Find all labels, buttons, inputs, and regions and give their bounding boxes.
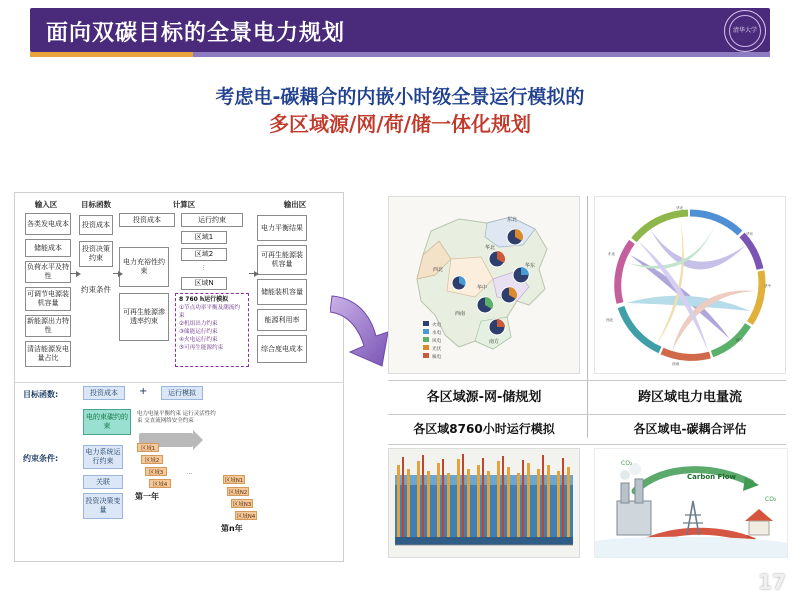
simulation-title: 8 760 h运行模拟 xyxy=(179,296,229,303)
simulation-item-3: ④火电运行约束 xyxy=(179,337,218,343)
page-number: 17 xyxy=(758,570,786,594)
svg-text:华北: 华北 xyxy=(485,245,496,251)
objective-term-investment: 投资成本 xyxy=(83,386,125,400)
compute-region-2: 区域2 xyxy=(181,248,227,261)
framework-upper-block xyxy=(15,193,343,383)
connector-arrow-2 xyxy=(113,273,119,274)
constraint-box-system: 电力系统运行约束 xyxy=(83,445,123,469)
page-title: 面向双碳目标的全景电力规划 xyxy=(46,21,346,46)
svg-text:核电: 核电 xyxy=(432,355,442,360)
connector-arrow-3 xyxy=(249,273,255,274)
subtitle-line-1: 考虑电-碳耦合的内嵌小时级全景运行模拟的 xyxy=(215,86,585,108)
simulation-constraint-box xyxy=(175,293,249,367)
framework-diagram-panel xyxy=(14,192,344,562)
stage-tag-1: 区域2 xyxy=(141,455,163,464)
slide-subtitle xyxy=(0,84,800,138)
output-item-2: 储能装机容量 xyxy=(257,279,307,305)
constraint-annotation: 电力电量平衡约束 运行灵活性约束 交直流网络安全约束 xyxy=(137,411,216,424)
svg-text:西南: 西南 xyxy=(455,311,466,317)
svg-text:CO₂: CO₂ xyxy=(765,496,777,503)
objective-term-operation: 运行模拟 xyxy=(161,386,203,400)
svg-text:华东: 华东 xyxy=(525,263,536,269)
chord-caption-sub: 各区域电-碳耦合评估 xyxy=(633,422,747,436)
constraint-box-link: 关联 xyxy=(83,475,123,489)
carbon-constraint-box: 电的束碳约的束 xyxy=(83,409,131,435)
svg-text:CO₂: CO₂ xyxy=(621,460,633,467)
power-flow-chord-diagram xyxy=(594,196,786,374)
stage-ellipsis: ⋯ xyxy=(187,471,193,477)
input-item-2: 负荷水平及特性 xyxy=(25,261,71,283)
side-label-constraints: 约束条件 xyxy=(81,285,111,294)
stage-tag-3: 区域4 xyxy=(149,479,171,488)
university-logo-text: 清华大学 xyxy=(729,15,761,47)
plus-sign: + xyxy=(139,386,148,397)
compute-item-invest-cost: 投资成本 xyxy=(119,213,175,227)
stage-tag-0: 区域1 xyxy=(137,443,159,452)
stage-tag-5: 区域N2 xyxy=(227,487,249,496)
compute-item-run-sim: 运行约束 xyxy=(181,213,243,227)
compute-region-n: 区域N xyxy=(181,277,227,290)
china-regional-map xyxy=(388,196,580,374)
subtitle-line-2: 多区域源/网/荷/储一体化规划 xyxy=(269,112,531,136)
university-logo xyxy=(724,10,766,52)
svg-text:华东: 华东 xyxy=(746,232,754,236)
panel-divider-top xyxy=(388,380,786,381)
objective-item-invest-constraint: 投资决策约束 xyxy=(79,241,113,267)
year-first-label: 第一年 xyxy=(135,492,159,501)
svg-text:南方: 南方 xyxy=(736,338,744,342)
stage-tag-7: 区域N4 xyxy=(235,511,257,520)
column-header-output: 输出区 xyxy=(283,200,307,209)
column-header-input: 输入区 xyxy=(34,200,58,209)
simulation-item-1: ②机组出力约束 xyxy=(179,321,218,327)
input-item-1: 储能成本 xyxy=(25,239,71,257)
svg-text:火电: 火电 xyxy=(432,323,442,328)
compute-region-ellipsis: ⋮ xyxy=(201,265,207,271)
svg-text:华中: 华中 xyxy=(477,285,488,291)
panel-divider-bottom xyxy=(388,444,786,445)
chord-caption: 跨区域电力电量流 xyxy=(637,390,742,405)
stage-tag-6: 区域N3 xyxy=(231,499,253,508)
svg-text:南方: 南方 xyxy=(489,339,500,345)
carbon-power-flow-illustration xyxy=(594,448,788,558)
framework-lower-block xyxy=(15,383,343,561)
panel-divider-vertical xyxy=(587,196,588,438)
column-header-compute: 计算区 xyxy=(172,200,196,209)
svg-text:西北: 西北 xyxy=(606,318,614,322)
stage-tag-4: 区域N1 xyxy=(223,475,245,484)
compute-item-adequacy: 电力充裕性约束 xyxy=(119,247,169,287)
svg-text:华北: 华北 xyxy=(676,206,684,210)
svg-text:东北: 东北 xyxy=(608,252,616,256)
map-caption-sub: 各区域8760小时运行模拟 xyxy=(413,422,555,436)
map-caption: 各区域源-网-储规划 xyxy=(426,390,542,405)
column-header-objective: 目标函数 xyxy=(81,200,111,209)
svg-text:光伏: 光伏 xyxy=(432,347,442,352)
svg-text:东北: 东北 xyxy=(507,217,518,223)
svg-text:西北: 西北 xyxy=(433,267,444,273)
simulation-item-4: ⑤可再生能源约束 xyxy=(179,345,224,351)
objective-function-label: 目标函数: xyxy=(23,390,59,399)
output-item-4: 综合度电成本 xyxy=(257,335,307,363)
panel-divider-middle xyxy=(388,414,786,415)
svg-text:水电: 水电 xyxy=(432,331,442,336)
year-last-label: 第n年 xyxy=(221,524,243,533)
input-item-0: 各类发电成本 xyxy=(25,213,71,235)
compute-item-renewable-share: 可再生能源渗透率约束 xyxy=(119,293,169,341)
svg-text:风电: 风电 xyxy=(432,339,442,344)
compute-region-1: 区域1 xyxy=(181,231,227,244)
input-item-4: 新能源出力特性 xyxy=(25,315,71,337)
hourly-simulation-chart xyxy=(388,448,580,558)
slide-header xyxy=(0,8,800,56)
stage-tag-2: 区域3 xyxy=(145,467,167,476)
svg-text:西南: 西南 xyxy=(672,362,680,366)
input-item-3: 可调节电源装机容量 xyxy=(25,287,71,311)
right-bottom-panels xyxy=(388,448,788,568)
header-accent-stripe xyxy=(30,52,770,57)
simulation-item-2: ③储能运行约束 xyxy=(179,329,218,335)
right-top-panels xyxy=(388,196,786,436)
output-item-3: 能源利用率 xyxy=(257,309,307,331)
svg-text:Carbon Flow: Carbon Flow xyxy=(687,473,737,481)
constraint-box-decision-var: 投资决策变量 xyxy=(83,493,123,519)
objective-item-invest-cost: 投资成本 xyxy=(79,215,113,235)
constraint-label: 约束条件: xyxy=(23,454,59,463)
svg-text:华中: 华中 xyxy=(764,284,772,288)
connector-arrow-1 xyxy=(71,273,77,274)
input-item-5: 清洁能源发电量占比 xyxy=(25,341,71,367)
output-item-0: 电力平衡结果 xyxy=(257,215,307,241)
simulation-item-0: ①节点功率平衡及潮流约束 xyxy=(179,305,240,319)
output-item-1: 可再生能源装机容量 xyxy=(257,245,307,275)
